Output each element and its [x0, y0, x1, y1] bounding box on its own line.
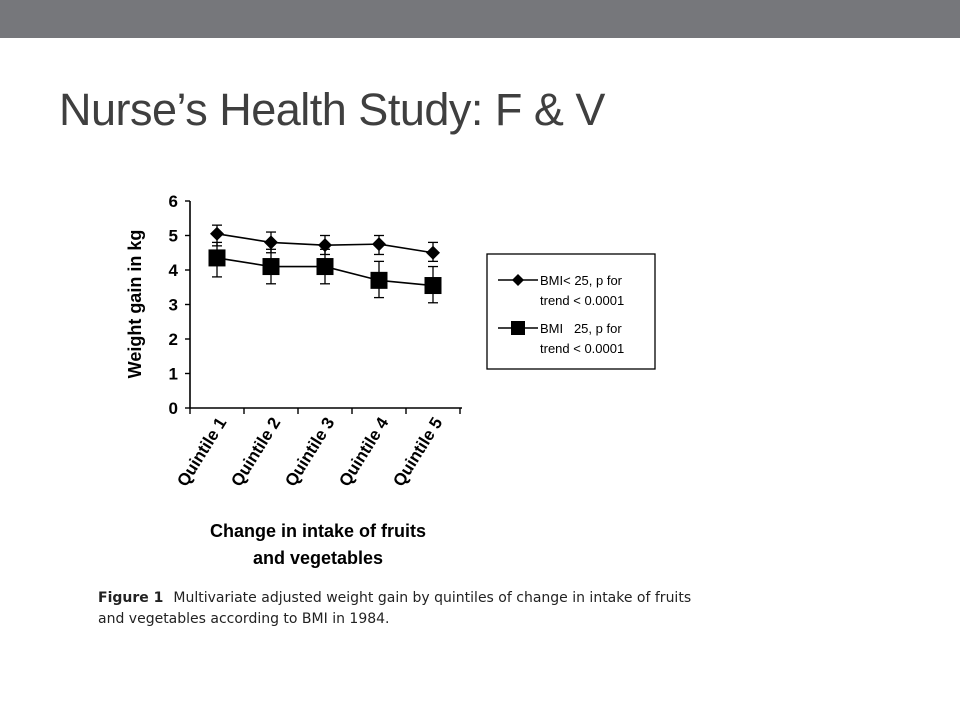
y-axis-title: Weight gain in kg	[125, 229, 145, 379]
x-category-label: Quintile 5	[389, 414, 447, 490]
data-point-diamond	[210, 227, 224, 241]
data-point-square	[371, 272, 388, 289]
y-tick-label: 6	[168, 192, 178, 211]
y-tick-label: 5	[168, 226, 178, 246]
figure-caption	[98, 588, 718, 630]
data-point-diamond	[264, 235, 278, 249]
legend-label: trend < 0.0001	[540, 293, 625, 308]
x-axis-title: and vegetables	[252, 548, 384, 568]
y-tick-label: 3	[168, 295, 178, 315]
x-category-label: Quintile 1	[173, 414, 231, 490]
y-tick-label: 4	[168, 261, 178, 280]
data-point-square	[317, 258, 334, 275]
legend-label: BMI 25, p for	[540, 321, 622, 336]
x-axis-title: Change in intake of fruits	[209, 521, 427, 541]
series-layer	[209, 225, 442, 303]
figure-caption-text: Multivariate adjusted weight gain by quintiles of change in intake of fruits and vegetables according to BMI in 1984.	[98, 590, 692, 627]
data-point-square	[263, 258, 280, 275]
data-point-square	[209, 249, 226, 266]
legend	[487, 254, 655, 369]
x-category-label: Quintile 3	[281, 414, 339, 490]
figure-caption-label: Figure 1	[98, 590, 164, 606]
legend-label: trend < 0.0001	[540, 341, 625, 356]
x-category-label: Quintile 2	[227, 414, 285, 490]
legend-marker-square	[511, 321, 525, 335]
slide-title: Nurse’s Health Study: F & V	[59, 84, 605, 135]
y-tick-label: 2	[168, 330, 178, 349]
x-category-label: Quintile 4	[335, 414, 393, 490]
axes	[169, 192, 462, 418]
y-tick-label: 1	[168, 364, 178, 384]
data-point-diamond	[426, 246, 440, 260]
y-tick-label: 0	[168, 399, 178, 418]
data-point-square	[425, 277, 442, 294]
legend-label: BMI< 25, p for	[540, 273, 623, 288]
data-point-diamond	[372, 237, 386, 251]
series-square	[209, 242, 442, 302]
